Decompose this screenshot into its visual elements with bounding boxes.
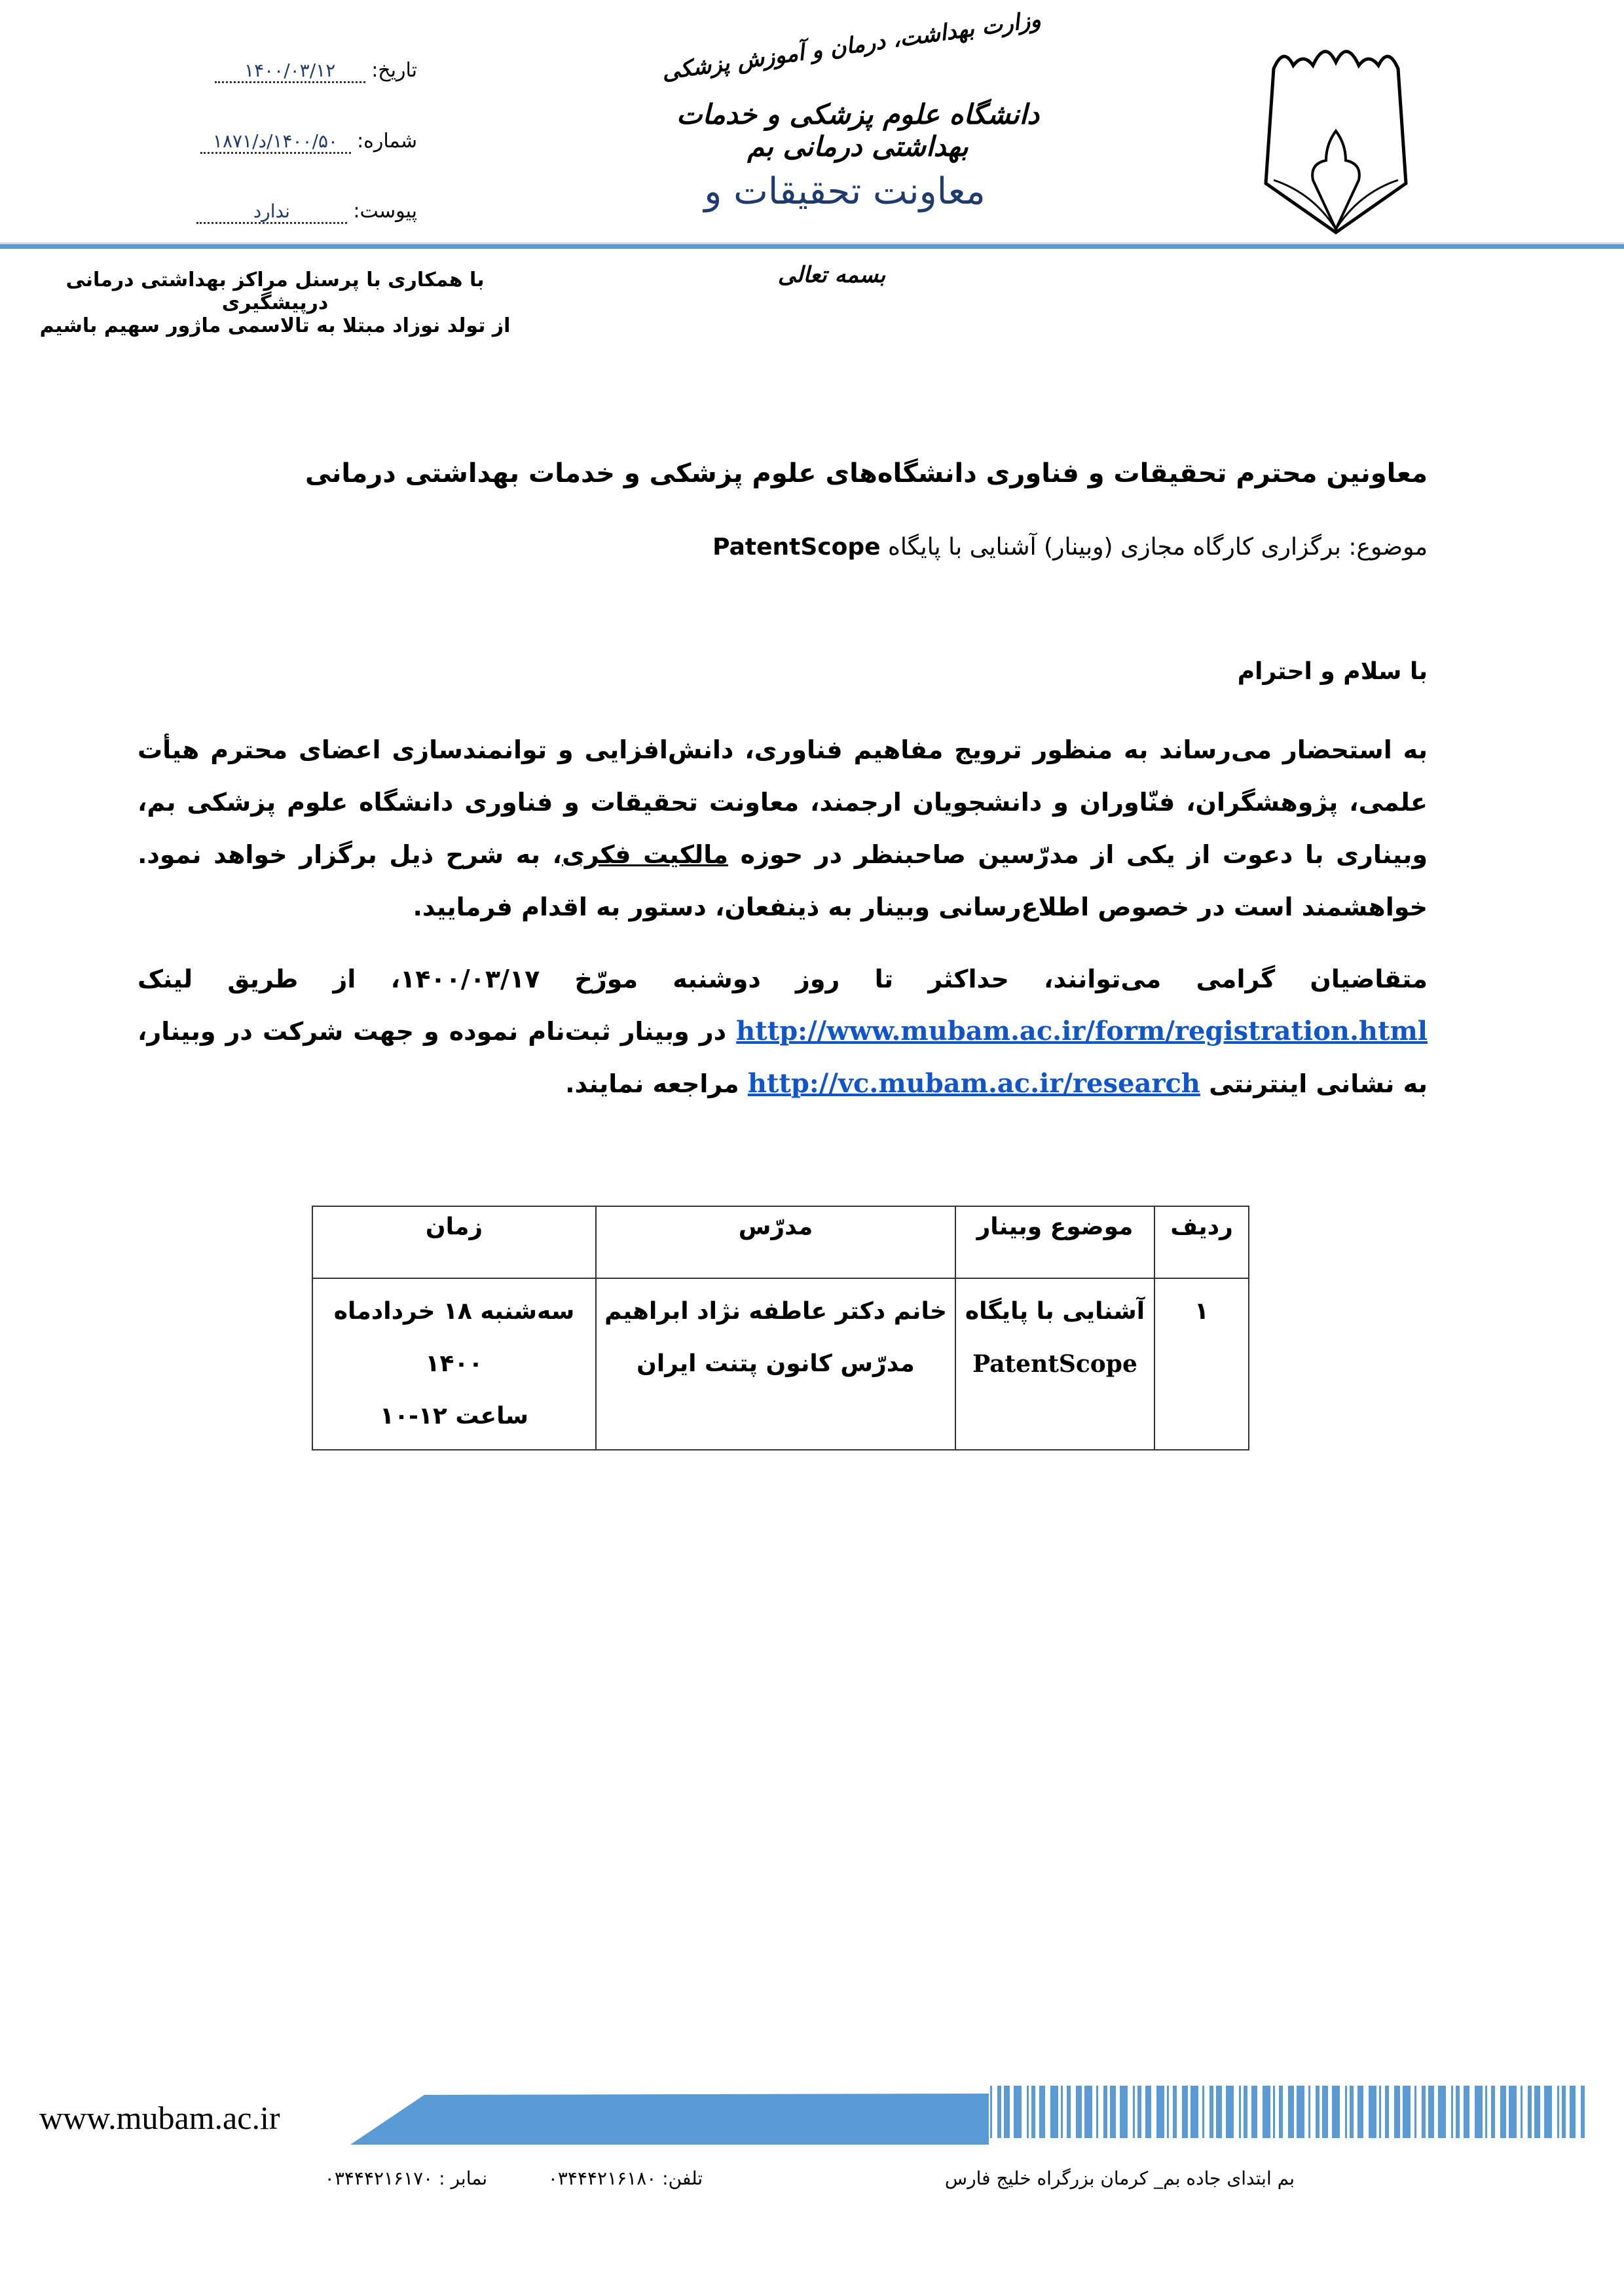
barcode-stripe — [1239, 2086, 1241, 2138]
barcode-stripe — [1316, 2086, 1320, 2138]
date-value: ۱۴۰۰/۰۳/۱۲ — [215, 60, 365, 83]
cell-teacher — [596, 1278, 955, 1450]
barcode-stripe — [1414, 2086, 1416, 2138]
greeting: با سلام و احترام — [1237, 658, 1428, 685]
barcode-stripe — [1394, 2086, 1400, 2138]
university-emblem-logo — [1254, 46, 1418, 236]
barcode-stripe — [1031, 2086, 1035, 2138]
barcode-stripe — [1202, 2086, 1204, 2138]
footer-address: بم ابتدای جاده بم_ کرمان بزرگراه خلیج فارس — [944, 2168, 1295, 2189]
subject-name: PatentScope — [712, 534, 881, 561]
barcode-stripe — [1273, 2086, 1275, 2138]
header-time: زمان — [312, 1206, 596, 1278]
bismillah: بسمه تعالی — [777, 262, 886, 288]
barcode-stripe — [1061, 2086, 1063, 2138]
barcode-stripe — [1156, 2086, 1164, 2138]
ministry-title: وزارت بهداشت، درمان و آموزش پزشکی — [660, 6, 1043, 86]
barcode-stripe — [1167, 2086, 1169, 2138]
barcode-stripe — [1562, 2086, 1566, 2138]
underlined-term: مالکیت فکری — [562, 840, 729, 869]
paragraph-2-text-end: مراجعه نمایند. — [565, 1069, 748, 1098]
barcode-stripe — [1379, 2086, 1381, 2138]
barcode-stripe — [1428, 2086, 1434, 2138]
time-date: سه‌شنبه ۱۸ خردادماه ۱۴۰۰ — [333, 1298, 575, 1377]
barcode-stripe — [1190, 2086, 1198, 2138]
slogan-line-1: با همکاری با پرسنل مراکز بهداشتی درمانی درپیشگیری — [65, 268, 485, 314]
barcode-stripe — [1369, 2086, 1376, 2138]
barcode-stripe — [1050, 2086, 1058, 2138]
barcode-stripe — [1288, 2086, 1294, 2138]
topic-name: PatentScope — [972, 1350, 1137, 1378]
barcode-stripe — [1438, 2086, 1446, 2138]
attachment-label: پیوست: — [353, 200, 417, 223]
header-teacher: مدرّس — [596, 1206, 955, 1278]
barcode-stripe — [1182, 2086, 1188, 2138]
attachment-field — [196, 200, 417, 224]
date-field — [215, 59, 417, 83]
barcode-stripe — [1451, 2086, 1453, 2138]
barcode-stripe — [990, 2086, 992, 2138]
barcode-stripe — [1076, 2086, 1082, 2138]
barcode-stripe — [1332, 2086, 1340, 2138]
university-title: دانشگاه علوم پزشکی و خدمات بهداشتی درمانی بم — [676, 98, 1040, 162]
paragraph-2 — [138, 953, 1428, 1110]
subject-line — [712, 534, 1428, 561]
barcode-stripe — [1014, 2086, 1022, 2138]
cell-index: ۱ — [1154, 1278, 1249, 1450]
time-hours: ساعت ۱۲-۱۰ — [379, 1403, 528, 1430]
barcode-stripe — [1570, 2086, 1576, 2138]
barcode-stripe — [1581, 2086, 1585, 2138]
footer-website: www.mubam.ac.ir — [39, 2099, 280, 2136]
barcode-stripe — [1251, 2086, 1257, 2138]
paragraph-1-text: به استحضار می‌رساند به منظور ترویج مفاهیم فناوری، دانش‌افزایی و توانمندسازی اعضای محترم هیأت علمی، پژوهشگران، فنّاوران و دانشجویان ارجمند، معاونت تحقیقات و فناوری دانشگاه علوم پزشکی بم، وبیناری با دعوت از یکی از مدرّسین صاحبنظر در حوزه — [138, 735, 1428, 869]
registration-link[interactable]: http://www.mubam.ac.ir/form/registration.html — [736, 1016, 1428, 1046]
barcode-stripe — [1110, 2086, 1116, 2138]
slogan-line-2: از تولد نوزاد مبتلا به تالاسمی ماژور سهیم باشیم — [39, 314, 511, 337]
barcode-stripe — [1027, 2086, 1029, 2138]
footer-phone: تلفن: ۰۳۴۴۴۲۱۶۱۸۰ — [547, 2168, 703, 2189]
barcode-stripe — [1485, 2086, 1487, 2138]
barcode-stripe — [1456, 2086, 1460, 2138]
topic-text: آشنایی با پایگاه — [965, 1298, 1145, 1325]
header-topic: موضوع وبینار — [955, 1206, 1154, 1278]
table-header-row — [312, 1206, 1249, 1278]
footer-banner — [347, 2086, 1585, 2148]
attachment-value: ندارد — [196, 200, 347, 224]
barcode-stripe — [1422, 2086, 1426, 2138]
barcode-stripe — [1216, 2086, 1222, 2138]
barcode-stripe — [1491, 2086, 1495, 2138]
webinar-table — [312, 1206, 1249, 1450]
barcode-stripe — [1357, 2086, 1363, 2138]
paragraph-1 — [138, 724, 1428, 933]
paragraph-2-text-mid: در وبینار ثبت‌نام نموده و جهت شرکت در وبینار، به نشانی اینترنتی — [138, 1017, 1428, 1098]
table-row — [312, 1278, 1249, 1450]
barcode-stripe — [1173, 2086, 1177, 2138]
addressee: معاونین محترم تحقیقات و فناوری دانشگاه‌های علوم پزشکی و خدمات بهداشتی درمانی — [304, 458, 1428, 489]
barcode-stripe — [1133, 2086, 1135, 2138]
barcode-stripe — [1521, 2086, 1522, 2138]
teacher-role: مدرّس کانون پتنت ایران — [637, 1350, 915, 1377]
barcode-stripe — [1039, 2086, 1045, 2138]
research-link[interactable]: http://vc.mubam.ac.ir/research — [747, 1068, 1200, 1099]
barcode-stripe — [1145, 2086, 1151, 2138]
date-label: تاریخ: — [371, 59, 417, 82]
barcode-stripe — [1475, 2086, 1483, 2138]
barcode-stripe — [1385, 2086, 1389, 2138]
header-accent-line — [0, 244, 1624, 249]
barcode-stripe — [1528, 2086, 1532, 2138]
barcode-stripe — [1244, 2086, 1247, 2138]
barcode-stripe — [1345, 2086, 1347, 2138]
cell-topic — [955, 1278, 1154, 1450]
header-index: ردیف — [1154, 1206, 1249, 1278]
barcode-stripe — [1534, 2086, 1540, 2138]
barcode-stripe — [1544, 2086, 1552, 2138]
number-field — [200, 130, 417, 154]
department-title: معاونت تحقیقات و — [704, 170, 986, 213]
footer-fax: نمابر : ۰۳۴۴۴۲۱۶۱۷۰ — [324, 2168, 488, 2189]
barcode-stripe — [1084, 2086, 1092, 2138]
barcode-stripe — [1403, 2086, 1411, 2138]
barcode-stripe — [1137, 2086, 1141, 2138]
barcode-stripe — [1557, 2086, 1559, 2138]
barcode-stripe — [1297, 2086, 1304, 2138]
barcode-stripe — [1350, 2086, 1354, 2138]
barcode-stripe — [1120, 2086, 1128, 2138]
barcode-stripe — [1509, 2086, 1517, 2138]
barcode-stripe — [1308, 2086, 1310, 2138]
barcode-stripe — [1004, 2086, 1010, 2138]
barcode-stripe — [1500, 2086, 1506, 2138]
barcode-stripe — [997, 2086, 1001, 2138]
paragraph-1-text-end: ، به شرح ذیل برگزار خواهد نمود. خواهشمند است در خصوص اطلاع‌رسانی وبینار به ذینفعان، دستور به اقدام فرمایید. — [138, 840, 1428, 921]
barcode-stripe — [1067, 2086, 1071, 2138]
barcode-stripe — [1226, 2086, 1234, 2138]
paragraph-2-text: متقاضیان گرامی می‌توانند، حداکثر تا روز دوشنبه مورّخ ۱۴۰۰/۰۳/۱۷، از طریق لینک — [138, 965, 1428, 993]
cell-time — [312, 1278, 596, 1450]
barcode-stripe — [1103, 2086, 1107, 2138]
teacher-name: خانم دکتر عاطفه نژاد ابراهیم — [604, 1298, 947, 1325]
barcode-stripe — [1096, 2086, 1098, 2138]
barcode-stripe — [1322, 2086, 1328, 2138]
barcode-stripe — [1464, 2086, 1469, 2138]
barcode-stripe — [1263, 2086, 1270, 2138]
number-label: شماره: — [357, 130, 417, 153]
barcode-stripe — [1279, 2086, 1283, 2138]
subject-text: موضوع: برگزاری کارگاه مجازی (وبینار) آشنایی با پایگاه — [887, 534, 1428, 561]
number-value: ۱۴۰۰/۵۰/د/۱۸۷۱ — [200, 130, 351, 154]
barcode-stripe — [1209, 2086, 1213, 2138]
